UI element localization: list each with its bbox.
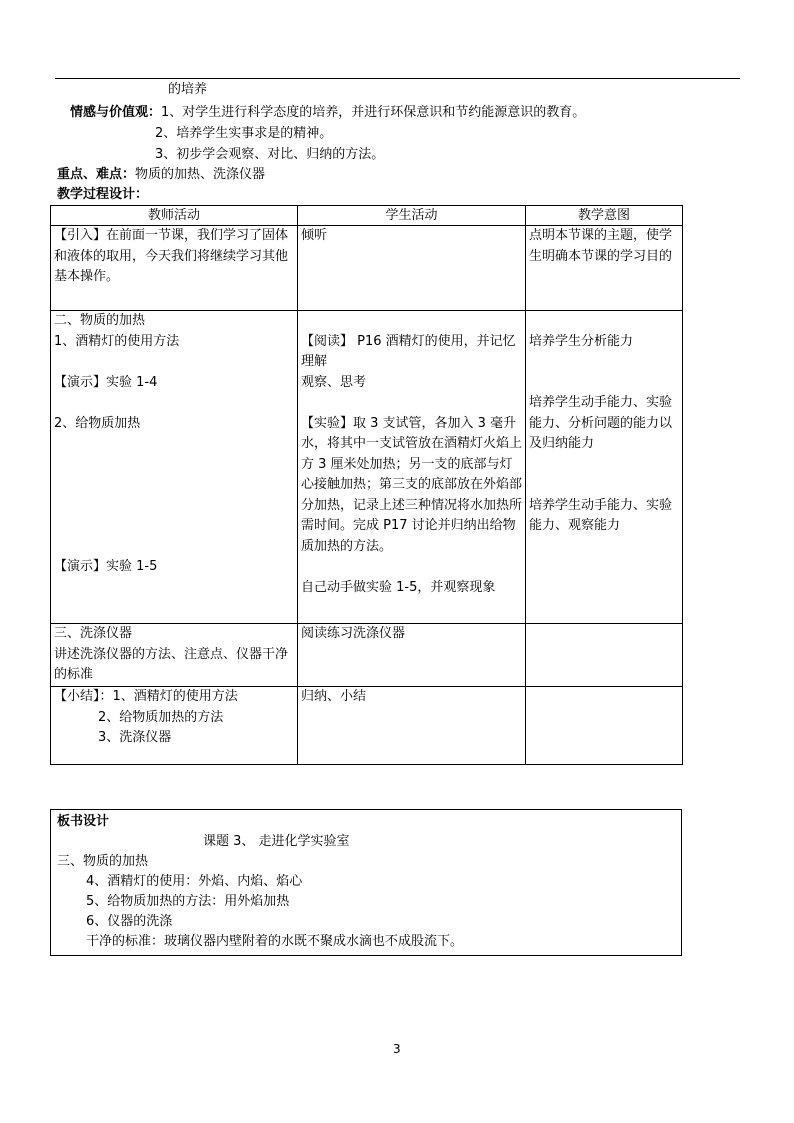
row3-teacher-line-2: 讲述洗涤仪器的方法、注意点、仪器干净的标准	[54, 646, 289, 682]
board-topic: 课题 3、 走进化学实验室	[203, 834, 350, 849]
row2-teacher-line-1: 二、物质的加热	[54, 313, 146, 328]
process-title: 教学过程设计：	[57, 187, 149, 202]
header-student: 学生活动	[298, 206, 526, 226]
row2-student-reading: 【阅读】 P16 酒精灯的使用，并记忆理解	[301, 333, 516, 369]
row1-teacher: 【引入】在前面一节课，我们学习了固体和液体的取用，今天我们将继续学习其他基本操作。	[51, 226, 298, 311]
row2-teacher	[51, 311, 298, 624]
row3-teacher	[51, 624, 298, 687]
objective-continuation: 的培养	[168, 82, 208, 97]
header-rule	[55, 78, 740, 79]
row4-teacher-line-2: 2、给物质加热的方法	[98, 709, 224, 725]
row4-teacher	[51, 687, 298, 765]
teaching-process-table	[50, 205, 683, 765]
values-label: 情感与价值观：	[70, 105, 162, 120]
row2-intent	[526, 311, 683, 624]
key-points-line	[57, 165, 265, 185]
header-teacher: 教师活动	[51, 206, 298, 226]
board-title: 板书设计	[57, 814, 110, 829]
table-row	[51, 624, 683, 687]
row4-teacher-line-1: 【小结】：1、酒精灯的使用方法	[54, 689, 238, 704]
key-points-label: 重点、难点：	[57, 167, 136, 182]
table-header-row	[51, 206, 683, 226]
board-line-4: 6、仪器的洗涤	[86, 914, 173, 929]
row2-intent-3: 培养学生动手能力、实验能力、观察能力	[529, 497, 673, 533]
page-number: 3	[393, 1042, 401, 1056]
row3-student: 阅读练习洗涤仪器	[298, 624, 526, 687]
key-points-text: 物质的加热、洗涤仪器	[135, 167, 266, 182]
row4-intent	[526, 687, 683, 765]
row2-student-hands-on: 自己动手做实验 1-5，并观察现象	[301, 579, 496, 595]
row1-student: 倾听	[298, 226, 526, 311]
row2-teacher-line-2: 1、酒精灯的使用方法	[54, 333, 180, 349]
row2-intent-2: 培养学生动手能力、实验能力、分析问题的能力以及归纳能力	[529, 395, 673, 451]
row2-teacher-line-5: 【演示】实验 1-5	[54, 559, 158, 574]
table-row	[51, 226, 683, 311]
row2-student	[298, 311, 526, 624]
board-line-3: 5、给物质加热的方法：用外焰加热	[86, 894, 290, 909]
values-line-1	[70, 103, 585, 123]
board-line-1: 三、物质的加热	[57, 854, 149, 869]
blackboard-design-box	[50, 809, 682, 956]
row4-student: 归纳、小结	[298, 687, 526, 765]
row4-teacher-line-3: 3、洗涤仪器	[98, 730, 172, 745]
row2-teacher-line-3: 【演示】实验 1-4	[54, 374, 158, 390]
row2-teacher-line-4: 2、给物质加热	[54, 415, 141, 431]
header-intent: 教学意图	[526, 206, 683, 226]
row2-student-experiment: 【实验】取 3 支试管，各加入 3 毫升水，将其中一支试管放在酒精灯火焰上方 3 厘米处加热；另一支的底部与灯心接触加热；第三支的底部放在外焰部分加热，记录上述三种情况将水加热所需时间。完成 P17 讨论并归纳出给物质加热的方法。	[301, 415, 523, 554]
values-item-3: 3、初步学会观察、对比、归纳的方法。	[155, 147, 385, 162]
table-row	[51, 311, 683, 624]
values-item-1: 1、对学生进行科学态度的培养，并进行环保意识和节约能源意识的教育。	[161, 105, 586, 120]
row3-teacher-line-1: 三、洗涤仪器	[54, 626, 133, 641]
row1-intent: 点明本节课的主题，使学生明确本节课的学习目的	[526, 226, 683, 311]
board-line-2: 4、酒精灯的使用：外焰、内焰、焰心	[86, 874, 303, 889]
table-row	[51, 687, 683, 765]
row2-intent-1: 培养学生分析能力	[529, 333, 634, 349]
board-line-5: 干净的标准：玻璃仪器内壁附着的水既不聚成水滴也不成股流下。	[86, 934, 464, 949]
values-item-2: 2、培养学生实事求是的精神。	[155, 126, 333, 141]
row3-intent	[526, 624, 683, 687]
row2-student-observe: 观察、思考	[301, 374, 367, 390]
